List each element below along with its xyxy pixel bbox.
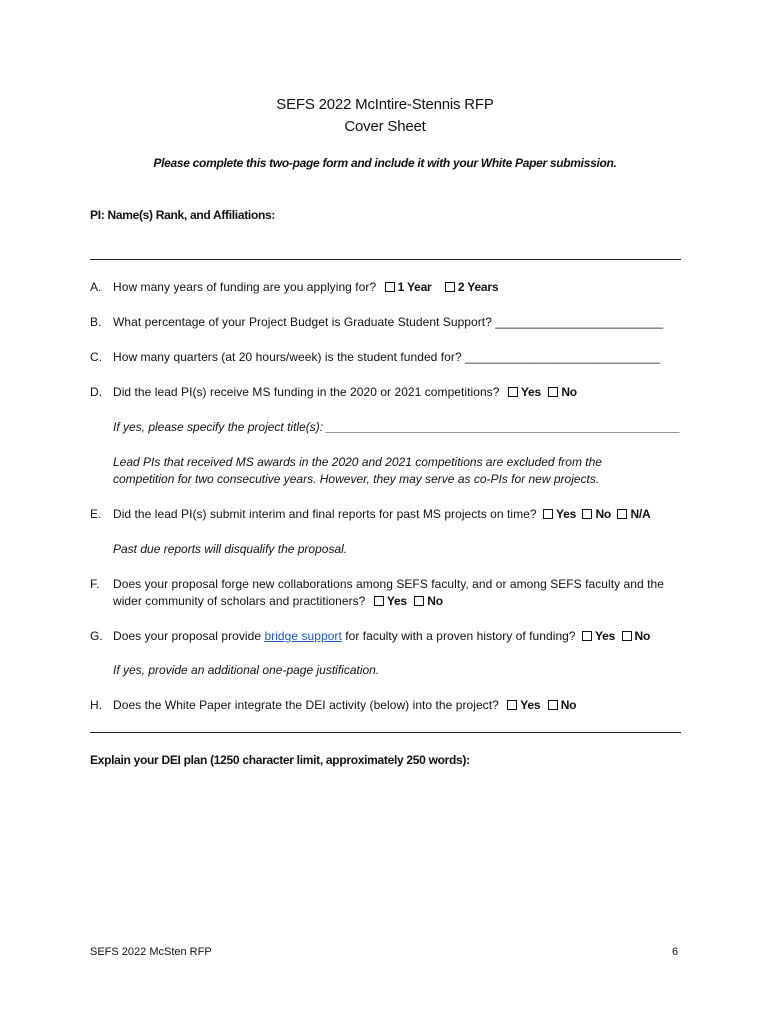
question-b — [90, 315, 663, 329]
option-no: No — [560, 698, 577, 712]
option-1-year: 1 Year — [397, 280, 432, 294]
checkbox-na[interactable] — [617, 509, 627, 519]
question-text: wider community of scholars and practitioners? — [113, 594, 366, 608]
question-text: Does the White Paper integrate the DEI activity (below) into the project? — [113, 698, 499, 712]
option-no: No — [427, 594, 443, 608]
question-letter: G. — [90, 629, 103, 643]
checkbox-no[interactable] — [548, 387, 558, 397]
page-number: 6 — [672, 946, 679, 958]
question-letter: F. — [90, 577, 100, 591]
note-text: If yes, provide an additional one-page justification. — [113, 663, 380, 677]
bridge-support-link[interactable]: bridge support — [264, 629, 342, 643]
question-text: Does your proposal provide — [113, 629, 265, 643]
pi-label: PI: Name(s) Rank, and Affiliations: — [90, 208, 276, 222]
checkbox-no[interactable] — [582, 509, 592, 519]
section-divider — [90, 732, 681, 733]
option-na: N/A — [630, 507, 651, 521]
checkbox-1-year[interactable] — [385, 282, 395, 292]
note-text: competition for two consecutive years. However, they may serve as co-PIs for new projects. — [113, 472, 600, 486]
question-text: for faculty with a proven history of funding? — [341, 629, 576, 643]
option-no: No — [595, 507, 612, 521]
question-f-continued — [113, 594, 443, 608]
budget-percentage-field[interactable]: What percentage of your Project Budget is Graduate Student Support? _________________________ — [113, 315, 664, 329]
footer-text: SEFS 2022 McSten RFP — [90, 946, 212, 958]
page-subtitle: Cover Sheet — [344, 118, 426, 135]
checkbox-no[interactable] — [622, 631, 632, 641]
question-letter: D. — [90, 385, 103, 399]
question-g — [90, 629, 650, 643]
checkbox-no[interactable] — [414, 596, 424, 606]
question-letter: A. — [90, 280, 102, 294]
option-no: No — [561, 385, 577, 399]
option-yes: Yes — [555, 507, 577, 521]
question-letter: B. — [90, 315, 102, 329]
option-yes: Yes — [520, 385, 541, 399]
question-text: How many years of funding are you applying for? — [113, 280, 377, 294]
project-title-field[interactable]: If yes, please specify the project title(s): _____________________________________________________ — [113, 420, 681, 434]
instruction-text: Please complete this two-page form and include it with your White Paper submission. — [153, 156, 617, 170]
checkbox-2-years[interactable] — [445, 282, 455, 292]
checkbox-yes[interactable] — [543, 509, 553, 519]
question-e — [90, 507, 651, 521]
question-text: Did the lead PI(s) submit interim and final reports for past MS projects on time? — [113, 507, 537, 521]
option-yes: Yes — [386, 594, 407, 608]
question-letter: C. — [90, 350, 103, 364]
quarters-field[interactable]: How many quarters (at 20 hours/week) is the student funded for? _____________________________ — [113, 350, 661, 364]
question-d — [90, 385, 577, 399]
option-yes: Yes — [520, 698, 541, 712]
question-a — [90, 280, 498, 294]
page-title: SEFS 2022 McIntire-Stennis RFP — [276, 96, 494, 113]
checkbox-yes[interactable] — [508, 387, 518, 397]
checkbox-yes[interactable] — [507, 700, 517, 710]
question-h — [90, 698, 576, 712]
question-letter: E. — [90, 507, 102, 521]
question-letter: H. — [90, 698, 103, 712]
pi-input-line[interactable] — [90, 259, 681, 260]
question-text: Does your proposal forge new collaborations among SEFS faculty, and or among SEFS faculty and the — [113, 577, 664, 591]
checkbox-yes[interactable] — [374, 596, 384, 606]
option-yes: Yes — [595, 629, 616, 643]
question-c — [90, 350, 660, 364]
dei-plan-field[interactable] — [90, 775, 681, 925]
checkbox-yes[interactable] — [582, 631, 592, 641]
dei-plan-label: Explain your DEI plan (1250 character limit, approximately 250 words): — [90, 753, 470, 767]
checkbox-no[interactable] — [548, 700, 558, 710]
question-f — [90, 577, 664, 591]
note-text: Lead PIs that received MS awards in the 2020 and 2021 competitions are excluded from the — [113, 455, 602, 469]
note-text: Past due reports will disqualify the proposal. — [113, 542, 348, 556]
option-no: No — [634, 629, 651, 643]
option-2-years: 2 Years — [457, 280, 499, 294]
question-text: Did the lead PI(s) receive MS funding in the 2020 or 2021 competitions? — [113, 385, 500, 399]
